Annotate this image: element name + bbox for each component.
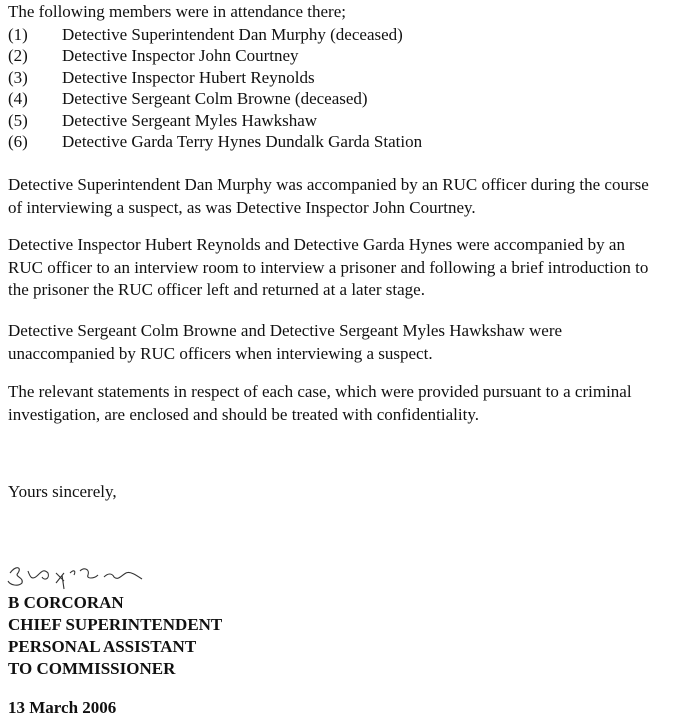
signatory-title: PERSONAL ASSISTANT: [8, 637, 197, 656]
list-item: [8, 67, 696, 89]
text-line: Detective Inspector Hubert Reynolds and Detective Garda Hynes were accompanied by an: [8, 235, 625, 254]
signatory-title: TO COMMISSIONER: [8, 659, 176, 678]
text-line: unaccompanied by RUC officers when interviewing a suspect.: [8, 343, 433, 363]
item-number: (3): [8, 67, 28, 87]
paragraph-1: [8, 174, 696, 219]
item-number: (1): [8, 24, 28, 44]
letter-date: 13 March 2006: [8, 698, 117, 717]
paragraph-2: [8, 234, 696, 302]
text-line: Detective Sergeant Colm Browne and Detective Sergeant Myles Hawkshaw were: [8, 321, 563, 340]
text-line: The relevant statements in respect of each case, which were provided pursuant to a criminal: [8, 382, 632, 401]
text-line: the prisoner the RUC officer left and returned at a later stage.: [8, 280, 425, 299]
members-list: [8, 24, 696, 154]
closing: [8, 481, 696, 504]
item-text: Detective Sergeant Colm Browne (deceased): [62, 89, 368, 109]
item-text: Detective Garda Terry Hynes Dundalk Garda Station: [62, 132, 423, 152]
item-number: (2): [8, 46, 28, 66]
paragraph-4: [8, 381, 696, 426]
paragraph-3: [8, 320, 696, 365]
signature-block: [8, 592, 696, 680]
intro-line: The following members were in attendance there;: [8, 2, 346, 21]
list-item: [8, 131, 696, 153]
text-line: Detective Superintendent Dan Murphy was accompanied by an RUC officer during the course: [8, 175, 649, 194]
signatory-rank: CHIEF SUPERINTENDENT: [8, 615, 223, 634]
item-number: (6): [8, 132, 28, 152]
signatory-name: B CORCORAN: [8, 593, 124, 612]
closing-text: Yours sincerely,: [8, 482, 117, 501]
item-number: (4): [8, 89, 28, 109]
list-item: [8, 110, 696, 132]
item-text: Detective Inspector John Courtney: [62, 46, 299, 66]
text-line: RUC officer to an interview room to interview a prisoner and following a brief introduction to: [8, 257, 649, 277]
date-block: [8, 697, 696, 719]
list-item: [8, 45, 696, 67]
item-text: Detective Superintendent Dan Murphy (deceased): [62, 24, 403, 44]
text-line: of interviewing a suspect, as was Detective Inspector John Courtney.: [8, 197, 476, 217]
list-item: [8, 88, 696, 110]
text-line: investigation, are enclosed and should be treated with confidentiality.: [8, 404, 479, 424]
attendance-section: [8, 1, 696, 153]
handwritten-signature: [4, 561, 154, 591]
item-number: (5): [8, 110, 28, 130]
item-text: Detective Inspector Hubert Reynolds: [62, 67, 315, 87]
item-text: Detective Sergeant Myles Hawkshaw: [62, 110, 318, 130]
list-item: [8, 24, 696, 46]
